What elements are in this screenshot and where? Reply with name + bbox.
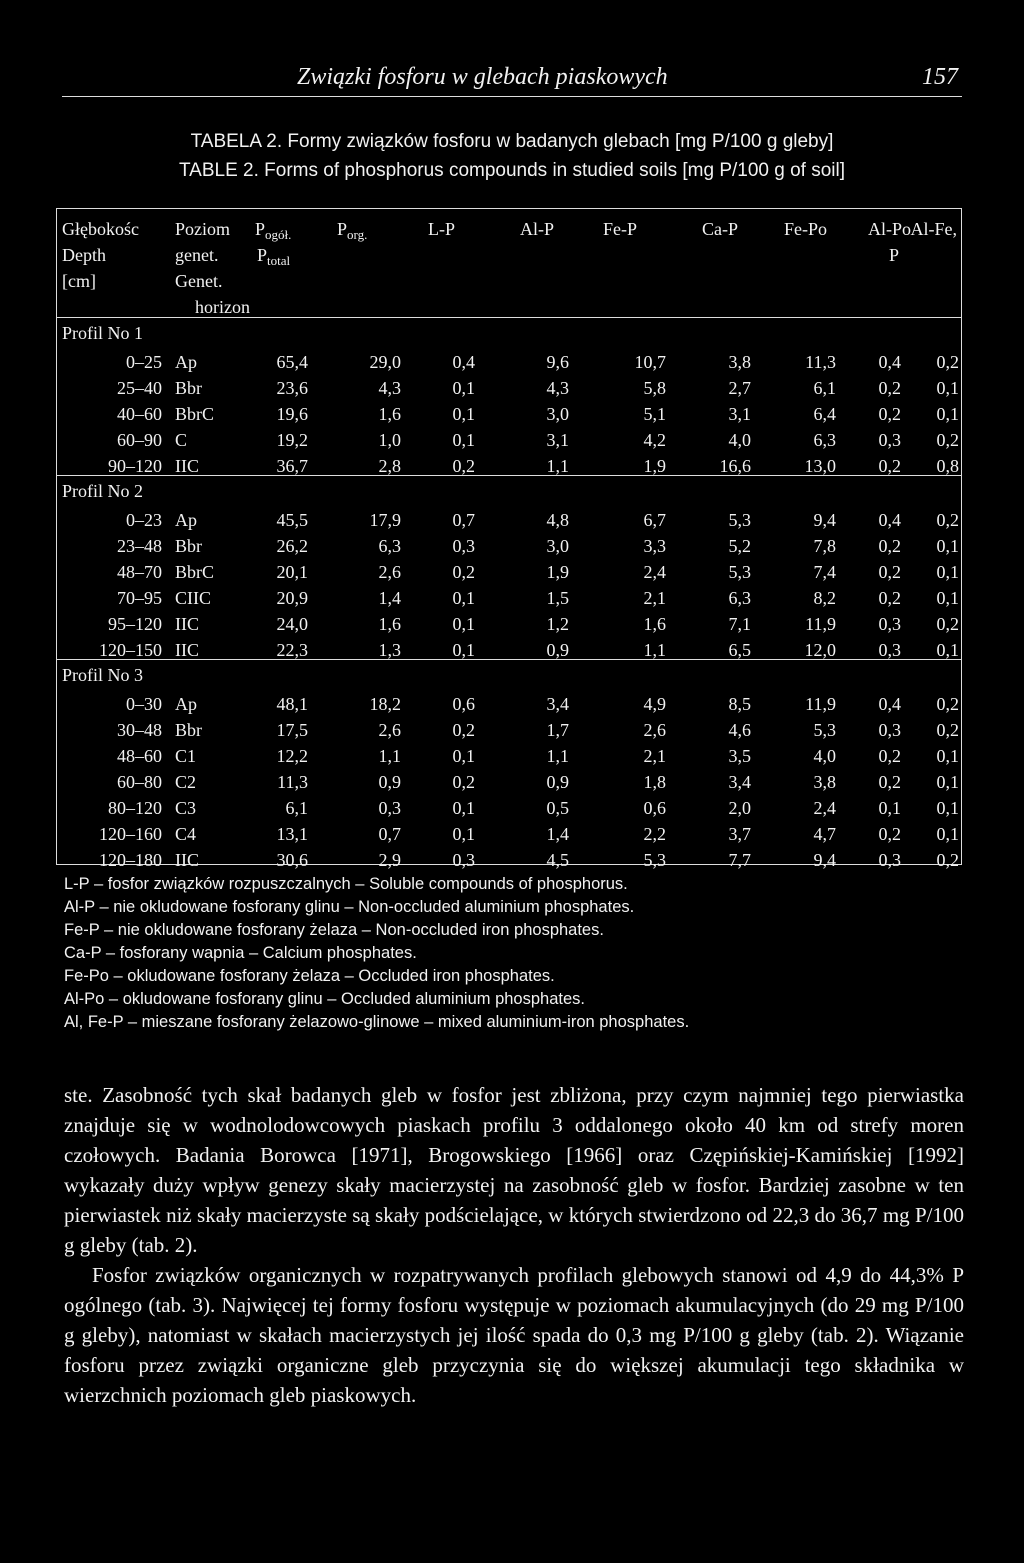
table-cell: 5,3 — [728, 510, 751, 530]
table-cell: C2 — [175, 772, 197, 792]
table-cell: 16,6 — [719, 456, 751, 476]
table-row — [57, 717, 961, 743]
table-cell: 9,4 — [813, 850, 836, 870]
table-cell: 3,1 — [728, 404, 751, 424]
header-ptotal-en: $P_{total}$ — [257, 245, 291, 268]
table-cell: 4,9 — [643, 694, 666, 714]
table-cell: 2,9 — [378, 850, 401, 870]
table-row — [57, 507, 961, 533]
table-caption-pl: TABELA 2. Formy związków fosforu w badanych glebach [mg P/100 g gleby] — [190, 131, 834, 152]
paragraph: ste. Zasobność tych skał badanych gleb w fosfor jest zbliżona, przy czym najmniej tego pierwiastka znajduje się w wodnolodowcowych piaskach profilu 3 oddalonego około 40 km od strefy moren czołowych. Badania Borowca [1971], Brogowskiego [1966] oraz Czępińskiej-Kamińskiej [1992] wykazały duży wpływ genezy skały macierzystej na zasobność gleb w fosfor. Bardziej zasobne w ten pierwiastek niż skały macierzyste są skały podścielające, w których stwierdzono od 22,3 do 36,7 mg P/100 g gleby (tab. 2). — [64, 1083, 964, 1257]
table-cell: 0,2 — [878, 536, 901, 556]
table-cell: 95–120 — [108, 614, 162, 634]
table-cell: 11,3 — [277, 772, 308, 792]
table-cell: Bbr — [175, 378, 202, 398]
table-cell: 8,5 — [728, 694, 751, 714]
table-cell: 0,1 — [452, 588, 475, 608]
table-cell: 0,1 — [936, 562, 959, 582]
table-cell: 0,4 — [452, 352, 475, 372]
table-cell: 19,6 — [276, 404, 308, 424]
table-cell: 0,3 — [452, 536, 475, 556]
table-row — [57, 821, 961, 847]
header-horizon-pl: Poziom — [175, 219, 231, 239]
table-cell: 0,2 — [936, 430, 959, 450]
table-cell: 24,0 — [276, 614, 308, 634]
table-cell: 3,1 — [546, 430, 569, 450]
table-cell: 2,4 — [813, 798, 836, 818]
header-fep: Fe-P — [603, 219, 638, 239]
table-cell: 1,4 — [546, 824, 569, 844]
table-cell: 0,2 — [452, 720, 475, 740]
profile-label: Profil No 3 — [62, 665, 143, 685]
table-cell: 0,9 — [546, 772, 569, 792]
table-cell: 0,7 — [378, 824, 401, 844]
header-horizon-en2: horizon — [195, 297, 250, 317]
table-cell: 6,3 — [728, 588, 751, 608]
table-cell: IIC — [175, 640, 199, 660]
table-cell: 1,9 — [546, 562, 569, 582]
table-cell: 1,6 — [643, 614, 666, 634]
table-cell: 3,0 — [546, 536, 569, 556]
legend-item: Al-Po – okludowane fosforany glinu – Occluded aluminium phosphates. — [64, 990, 585, 1008]
table-cell: 3,4 — [728, 772, 751, 792]
table-row — [57, 349, 961, 375]
table-cell: 7,7 — [728, 850, 751, 870]
table-cell: 0,2 — [936, 510, 959, 530]
table-cell: 0,9 — [546, 640, 569, 660]
table-cell: 9,4 — [813, 510, 836, 530]
table-cell: 0,3 — [878, 614, 901, 634]
table-cell: 48–70 — [117, 562, 162, 582]
table-cell: 0,1 — [452, 746, 475, 766]
table-cell: 0,1 — [452, 798, 475, 818]
table-cell: 4,2 — [643, 430, 666, 450]
table-cell: 0,3 — [878, 850, 901, 870]
table-cell: BbrC — [175, 562, 215, 582]
table-cell: 13,0 — [804, 456, 836, 476]
table-row — [57, 743, 961, 769]
table-cell: 30,6 — [276, 850, 308, 870]
table-cell: 0,2 — [878, 588, 901, 608]
table-row — [57, 585, 961, 611]
table-cell: 7,1 — [728, 614, 751, 634]
table-cell: 0,2 — [878, 562, 901, 582]
table-cell: 120–180 — [99, 850, 162, 870]
table-cell: 2,0 — [728, 798, 751, 818]
table-cell: 0,2 — [878, 824, 901, 844]
header-depth-unit: [cm] — [62, 271, 96, 291]
running-header — [62, 62, 962, 97]
table-cell: 1,1 — [546, 456, 569, 476]
header-porg: $P_{org.}$ — [337, 219, 368, 242]
table-cell: 120–150 — [99, 640, 162, 660]
table-cell: 1,8 — [643, 772, 666, 792]
table-cell: Ap — [175, 352, 197, 372]
table-cell: 18,2 — [369, 694, 401, 714]
profile-label: Profil No 1 — [62, 323, 143, 343]
table-cell: 0,7 — [452, 510, 475, 530]
table-cell: 0,2 — [452, 456, 475, 476]
table-cell: 0,1 — [936, 536, 959, 556]
table-row — [57, 691, 961, 717]
table-cell: 2,6 — [643, 720, 666, 740]
header-horizon-pl2: genet. — [175, 245, 219, 265]
table-cell: 4,0 — [813, 746, 836, 766]
table-cell: 3,8 — [813, 772, 836, 792]
table-row — [57, 533, 961, 559]
table-cell: 120–160 — [99, 824, 162, 844]
running-title: Związki fosforu w glebach piaskowych — [297, 64, 668, 90]
table-cell: 6,4 — [813, 404, 836, 424]
table-cell: 0,1 — [452, 378, 475, 398]
table-cell: 7,8 — [813, 536, 836, 556]
table-cell: 48–60 — [117, 746, 162, 766]
table-cell: 0,3 — [378, 798, 401, 818]
table-cell: 0,1 — [936, 404, 959, 424]
table-cell: 13,1 — [276, 824, 308, 844]
table-cell: 3,8 — [728, 352, 751, 372]
table-cell: 0,9 — [378, 772, 401, 792]
table-cell: 2,1 — [643, 588, 666, 608]
table-cell: 9,6 — [546, 352, 569, 372]
table-cell: 0,1 — [936, 824, 959, 844]
table-row — [57, 427, 961, 453]
table-cell: 1,1 — [378, 746, 401, 766]
header-horizon-en: Genet. — [175, 271, 223, 291]
header-alfe: Al-Fe, — [910, 219, 957, 239]
table-cell: Ap — [175, 510, 197, 530]
table-cell: 5,2 — [728, 536, 751, 556]
table-cell: 1,9 — [643, 456, 666, 476]
table-cell: 4,0 — [728, 430, 751, 450]
table-cell: 2,1 — [643, 746, 666, 766]
paragraph: Fosfor związków organicznych w rozpatrywanych profilach glebowych stanowi od 4,9 do 44,3% P ogólnego (tab. 3). Najwięcej tej formy fosforu występuje w poziomach akumulacyjnych (do 29 mg P/100 g gleby), natomiast w skałach macierzystych jej ilość spada do 0,3 mg P/100 g gleby (tab. 2). Wiązanie fosforu przez związki organiczne gleb przyczynia się do większej akumulacji tego składnika w wierzchnich poziomach gleb piaskowych. — [64, 1263, 964, 1407]
table-cell: IIC — [175, 850, 199, 870]
table-cell: 5,1 — [643, 404, 666, 424]
header-depth-pl: Głębokośc — [62, 219, 139, 239]
table-cell: 0,3 — [878, 430, 901, 450]
table-caption-en: TABLE 2. Forms of phosphorus compounds in studied soils [mg P/100 g of soil] — [178, 160, 846, 181]
table-cell: 48,1 — [276, 694, 308, 714]
header-lp: L-P — [428, 219, 455, 239]
table-cell: 29,0 — [369, 352, 401, 372]
table-cell: 0,2 — [936, 694, 959, 714]
table-cell: 0,2 — [878, 404, 901, 424]
table-cell: 0,3 — [452, 850, 475, 870]
phosphorus-forms-table — [56, 208, 962, 870]
table-cell: 0,4 — [878, 694, 901, 714]
table-row — [57, 375, 961, 401]
header-cap: Ca-P — [702, 219, 738, 239]
table-cell: 3,4 — [546, 694, 569, 714]
table-cell: 10,7 — [634, 352, 666, 372]
table-cell: 1,1 — [546, 746, 569, 766]
table-cell: 30–48 — [117, 720, 162, 740]
table-row — [57, 769, 961, 795]
table-cell: 17,5 — [276, 720, 308, 740]
table-cell: 0,2 — [452, 562, 475, 582]
table-cell: 6,1 — [813, 378, 836, 398]
table-cell: 0,8 — [936, 456, 959, 476]
table-cell: 6,7 — [643, 510, 666, 530]
table-row — [57, 847, 961, 873]
table-cell: 5,3 — [813, 720, 836, 740]
table-row — [57, 401, 961, 427]
table-cell: 0,2 — [936, 720, 959, 740]
table-cell: 0,6 — [452, 694, 475, 714]
table-cell: 0,1 — [936, 640, 959, 660]
table-cell: 2,8 — [378, 456, 401, 476]
table-cell: 1,5 — [546, 588, 569, 608]
table-cell: 40–60 — [117, 404, 162, 424]
table-cell: 26,2 — [276, 536, 308, 556]
table-cell: 12,0 — [804, 640, 836, 660]
table-cell: 6,1 — [285, 798, 308, 818]
table-row — [57, 559, 961, 585]
table-cell: 3,7 — [728, 824, 751, 844]
legend-item: Fe-Po – okludowane fosforany żelaza – Occluded iron phosphates. — [64, 967, 555, 985]
table-cell: 5,8 — [643, 378, 666, 398]
table-cell: 11,9 — [805, 614, 836, 634]
table-cell: 17,9 — [369, 510, 401, 530]
table-cell: 6,5 — [728, 640, 751, 660]
table-cell: 0–25 — [126, 352, 162, 372]
table-cell: 0,1 — [936, 746, 959, 766]
table-cell: 0,1 — [936, 378, 959, 398]
table-cell: 4,8 — [546, 510, 569, 530]
table-cell: IIC — [175, 456, 199, 476]
table-cell: 19,2 — [276, 430, 308, 450]
table-cell: 11,9 — [805, 694, 836, 714]
table-cell: 5,3 — [643, 850, 666, 870]
table-cell: 60–80 — [117, 772, 162, 792]
table-row — [57, 637, 961, 663]
header-alfe-p: P — [889, 245, 900, 265]
table-cell: 70–95 — [117, 588, 162, 608]
header-alp: Al-P — [520, 219, 555, 239]
table-cell: 0,1 — [936, 588, 959, 608]
table-cell: 0,2 — [936, 352, 959, 372]
legend-item: Al-P – nie okludowane fosforany glinu – Non-occluded aluminium phosphates. — [64, 898, 635, 916]
profile-label: Profil No 2 — [62, 481, 143, 501]
table-cell: 0,1 — [936, 772, 959, 792]
table-cell: 11,3 — [805, 352, 836, 372]
table-cell: 60–90 — [117, 430, 162, 450]
table-cell: 3,0 — [546, 404, 569, 424]
table-cell: Bbr — [175, 536, 202, 556]
table-cell: 25–40 — [117, 378, 162, 398]
table-cell: 0,4 — [878, 352, 901, 372]
table-cell: 6,3 — [813, 430, 836, 450]
table-cell: 36,7 — [276, 456, 308, 476]
legend-item: Al, Fe-P – mieszane fosforany żelazowo-glinowe – mixed aluminium-iron phosphates. — [64, 1013, 690, 1031]
table-cell: 4,3 — [378, 378, 401, 398]
table-cell: C4 — [175, 824, 197, 844]
table-cell: 0,1 — [452, 824, 475, 844]
table-cell: 4,7 — [813, 824, 836, 844]
table-cell: 1,6 — [378, 404, 401, 424]
table-cell: 1,0 — [378, 430, 401, 450]
table-cell: 0,1 — [936, 798, 959, 818]
table-cell: C — [175, 430, 188, 450]
table-cell: 45,5 — [276, 510, 308, 530]
table-cell: 4,3 — [546, 378, 569, 398]
table-cell: 0,1 — [452, 614, 475, 634]
table-cell: BbrC — [175, 404, 215, 424]
table-row — [57, 611, 961, 637]
table-cell: 23–48 — [117, 536, 162, 556]
table-cell: 1,1 — [643, 640, 666, 660]
table-row — [57, 453, 961, 479]
table-cell: 4,6 — [728, 720, 751, 740]
table-cell: 80–120 — [108, 798, 162, 818]
table-cell: 2,4 — [643, 562, 666, 582]
header-fepo: Fe-Po — [784, 219, 828, 239]
table-cell: 0,2 — [936, 614, 959, 634]
header-ptotal-pl: $P_{ogół.}$ — [255, 219, 292, 242]
table-cell: 23,6 — [276, 378, 308, 398]
table-cell: 1,7 — [546, 720, 569, 740]
table-cell: 0–23 — [126, 510, 162, 530]
header-alpo: Al-Po — [868, 219, 912, 239]
table-cell: 6,3 — [378, 536, 401, 556]
table-cell: 0,4 — [878, 510, 901, 530]
table-cell: 0,6 — [643, 798, 666, 818]
table-cell: 12,2 — [276, 746, 308, 766]
table-cell: 4,5 — [546, 850, 569, 870]
table-cell: 0,3 — [878, 640, 901, 660]
table-cell: 7,4 — [813, 562, 836, 582]
header-divider — [57, 317, 961, 318]
legend-item: Fe-P – nie okludowane fosforany żelaza – Non-occluded iron phosphates. — [64, 921, 604, 939]
table-cell: 2,2 — [643, 824, 666, 844]
table-cell: CIIC — [175, 588, 211, 608]
table-cell: 65,4 — [276, 352, 308, 372]
table-cell: 90–120 — [108, 456, 162, 476]
table-cell: 2,6 — [378, 562, 401, 582]
table-cell: 2,6 — [378, 720, 401, 740]
table-cell: 1,2 — [546, 614, 569, 634]
table-cell: 1,4 — [378, 588, 401, 608]
table-cell: Ap — [175, 694, 197, 714]
table-cell: 0,3 — [878, 720, 901, 740]
page-number: 157 — [922, 64, 958, 90]
table-cell: 1,6 — [378, 614, 401, 634]
table-cell: 0,2 — [452, 772, 475, 792]
table-cell: 8,2 — [813, 588, 836, 608]
legend-item: L-P – fosfor związków rozpuszczalnych – Soluble compounds of phosphorus. — [64, 875, 628, 893]
legend-item: Ca-P – fosforany wapnia – Calcium phosphates. — [64, 944, 417, 962]
table-cell: C1 — [175, 746, 197, 766]
table-cell: C3 — [175, 798, 197, 818]
table-cell: 3,5 — [728, 746, 751, 766]
table-cell: 1,3 — [378, 640, 401, 660]
table-cell: 20,1 — [276, 562, 308, 582]
table-cell: 0,1 — [452, 640, 475, 660]
table-cell: 0,1 — [452, 430, 475, 450]
body-text — [64, 1080, 964, 1410]
table-row — [57, 795, 961, 821]
table-cell: 0,2 — [878, 456, 901, 476]
header-depth-en: Depth — [62, 245, 106, 265]
table-cell: IIC — [175, 614, 199, 634]
table-cell: 0,2 — [936, 850, 959, 870]
table-cell: 22,3 — [276, 640, 308, 660]
table-cell: 5,3 — [728, 562, 751, 582]
table-cell: 0,5 — [546, 798, 569, 818]
table-cell: 0,1 — [452, 404, 475, 424]
table-cell: 0–30 — [126, 694, 162, 714]
table-cell: Bbr — [175, 720, 202, 740]
table-cell: 3,3 — [643, 536, 666, 556]
table-cell: 2,7 — [728, 378, 751, 398]
table-cell: 0,2 — [878, 772, 901, 792]
table-cell: 0,1 — [878, 798, 901, 818]
table-cell: 0,2 — [878, 746, 901, 766]
table-legend — [64, 873, 964, 1034]
table-cell: 0,2 — [878, 378, 901, 398]
table-cell: 20,9 — [276, 588, 308, 608]
